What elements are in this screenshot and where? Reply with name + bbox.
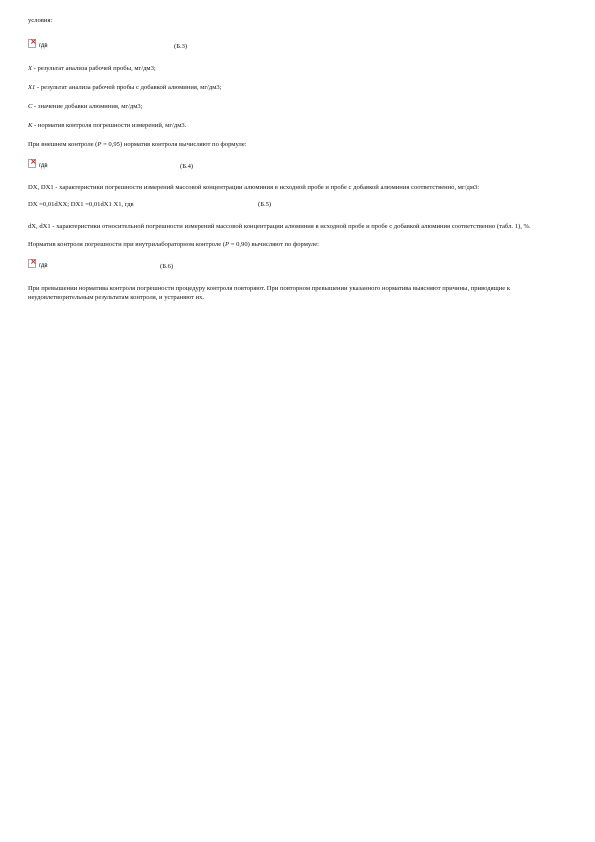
formula-number: (Б.3) (174, 43, 188, 50)
definition-x1 (28, 83, 568, 92)
definition-k (28, 121, 568, 130)
formula-b3 (28, 39, 568, 54)
definition-c (28, 102, 568, 111)
definition-x (28, 64, 568, 73)
delta-definition: DX, DX1 - характеристики погрешности измерений массовой концентрации алюминия в исходной пробе и пробе с добавкой алюминия соответственно, мг/дм3: (28, 184, 480, 191)
broken-image-icon (28, 39, 36, 48)
symbol-c: C (28, 103, 33, 110)
formula-text: DX =0,01dXX; DX1 =0,01dX1 X1, гдв (28, 201, 134, 208)
formula-b6 (28, 259, 568, 274)
definition-text: - норматив контроля погрешности измерений, мг/дм3. (32, 122, 187, 129)
broken-image-icon (28, 259, 36, 268)
intro-text: условия: (28, 17, 53, 24)
definition-text: - результат анализа рабочей пробы, мг/дм3; (32, 65, 156, 72)
final-paragraph: При превышении норматива контроля погрешности процедуру контроля повторяют. При повторном превышении указанного норматива выясняют причины, приводящие к неудовлетворительным результатам контроля, и устраняют их. (28, 285, 511, 301)
relative-error-definition: dX, dX1 - характеристики относительной погрешности измерений массовой концентрации алюминия в исходной пробе и пробе с добавкой алюминия соответственно (табл. 1), %. (28, 223, 531, 230)
text-part: При внешнем контроле ( (28, 141, 98, 148)
formula-b5 (28, 201, 568, 212)
formula-number: (Б.5) (258, 201, 272, 208)
symbol-x: X (28, 65, 33, 72)
formula-alt-text: гдв (39, 163, 48, 169)
text-part: Норматив контроля погрешности при внутрилабораторном контроле ( (28, 241, 226, 248)
symbol-k: K (28, 122, 33, 129)
external-control-text (28, 140, 568, 149)
probability-symbol: P (225, 241, 230, 248)
definition-text: - результат анализа рабочей пробы с добавкой алюминия, мг/дм3; (35, 84, 222, 91)
definition-text: - значение добавки алюминия, мг/дм3; (32, 103, 143, 110)
formula-number: (Б.6) (160, 263, 174, 270)
symbol-x1: X1 (28, 84, 36, 91)
formula-b4 (28, 159, 568, 174)
formula-number: (Б.4) (180, 163, 194, 170)
text-part: = 0,90) вычисляют по формуле: (229, 241, 319, 248)
broken-image-icon (28, 159, 36, 168)
probability-symbol: P (97, 141, 102, 148)
internal-control-text (28, 240, 568, 249)
formula-alt-text: гдв (39, 43, 48, 49)
document-page (28, 16, 568, 302)
text-part: = 0,95) норматив контроля вычисляют по формуле: (101, 141, 247, 148)
formula-alt-text: гдв (39, 263, 48, 269)
